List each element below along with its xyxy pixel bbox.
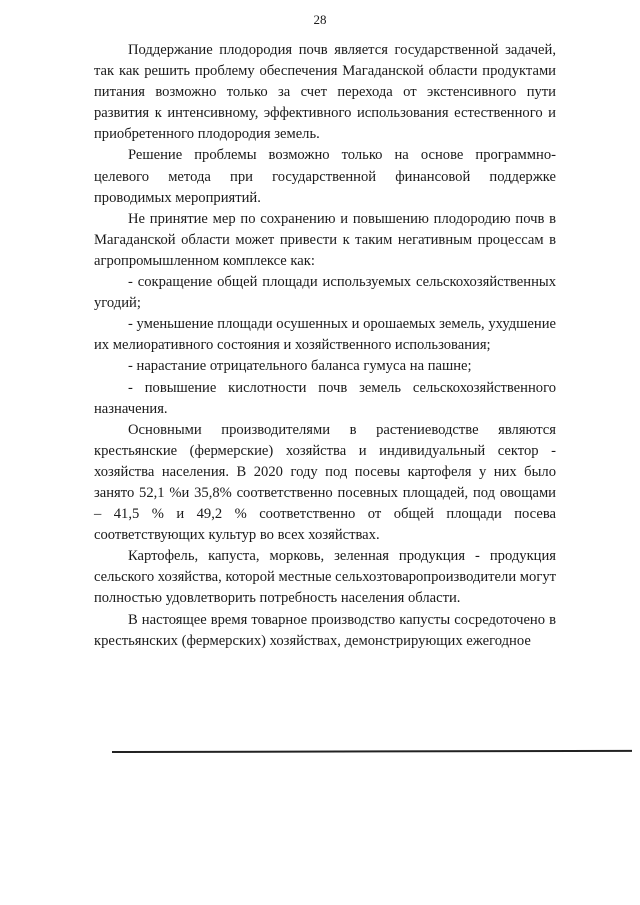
paragraph-main-producers: Основными производителями в растениеводстве являются крестьянские (фермерские) хозяйства и индивидуальный сектор - хозяйства населения. В 2020 году под посевы картофеля у них было занято 52,1 %и 35,8% соответственно посевных площадей, под овощами – 41,5 % и 49,2 % соответственно от общей площади посева соответствующих культур во всех хозяйствах. bbox=[94, 421, 556, 544]
list-item-irrigated-land: - уменьшение площади осушенных и орошаемых земель, ухудшение их мелиоративного состояния и хозяйственного использования; bbox=[94, 316, 556, 354]
list-item-acidity: - повышение кислотности почв земель сельскохозяйственного назначения. bbox=[94, 379, 556, 417]
paragraph-negative-processes: Не принятие мер по сохранению и повышению плодородию почв в Магаданской области может привести к таким негативным процессам в агропромышленном комплексе как: bbox=[94, 210, 556, 269]
paragraph-cabbage-production: В настоящее время товарное производство капусты сосредоточено в крестьянских (фермерских) хозяйствах, демонстрирующих ежегодное bbox=[94, 611, 556, 649]
paragraph-program-method: Решение проблемы возможно только на основе программно-целевого метода при государственной финансовой поддержке проводимых мероприятий. bbox=[94, 147, 556, 206]
list-item-humus-balance: - нарастание отрицательного баланса гумуса на пашне; bbox=[128, 358, 472, 375]
paragraph-soil-fertility: Поддержание плодородия почв является государственной задачей, так как решить проблему обеспечения Магаданской области продуктами питания возможно только за счет перехода от экстенсивного пути развития к интенсивному, эффективного использования естественного и приобретенного плодородия земель. bbox=[94, 42, 556, 143]
body-text bbox=[94, 40, 556, 652]
list-item-area-reduction: - сокращение общей площади используемых сельскохозяйственных угодий; bbox=[94, 274, 556, 312]
page-number: 28 bbox=[313, 12, 327, 27]
bottom-divider bbox=[112, 750, 632, 753]
paragraph-vegetables: Картофель, капуста, морковь, зеленная продукция - продукция сельского хозяйства, которой местные сельхозтоваропроизводители могут полностью удовлетворить потребность населения области. bbox=[94, 548, 556, 607]
